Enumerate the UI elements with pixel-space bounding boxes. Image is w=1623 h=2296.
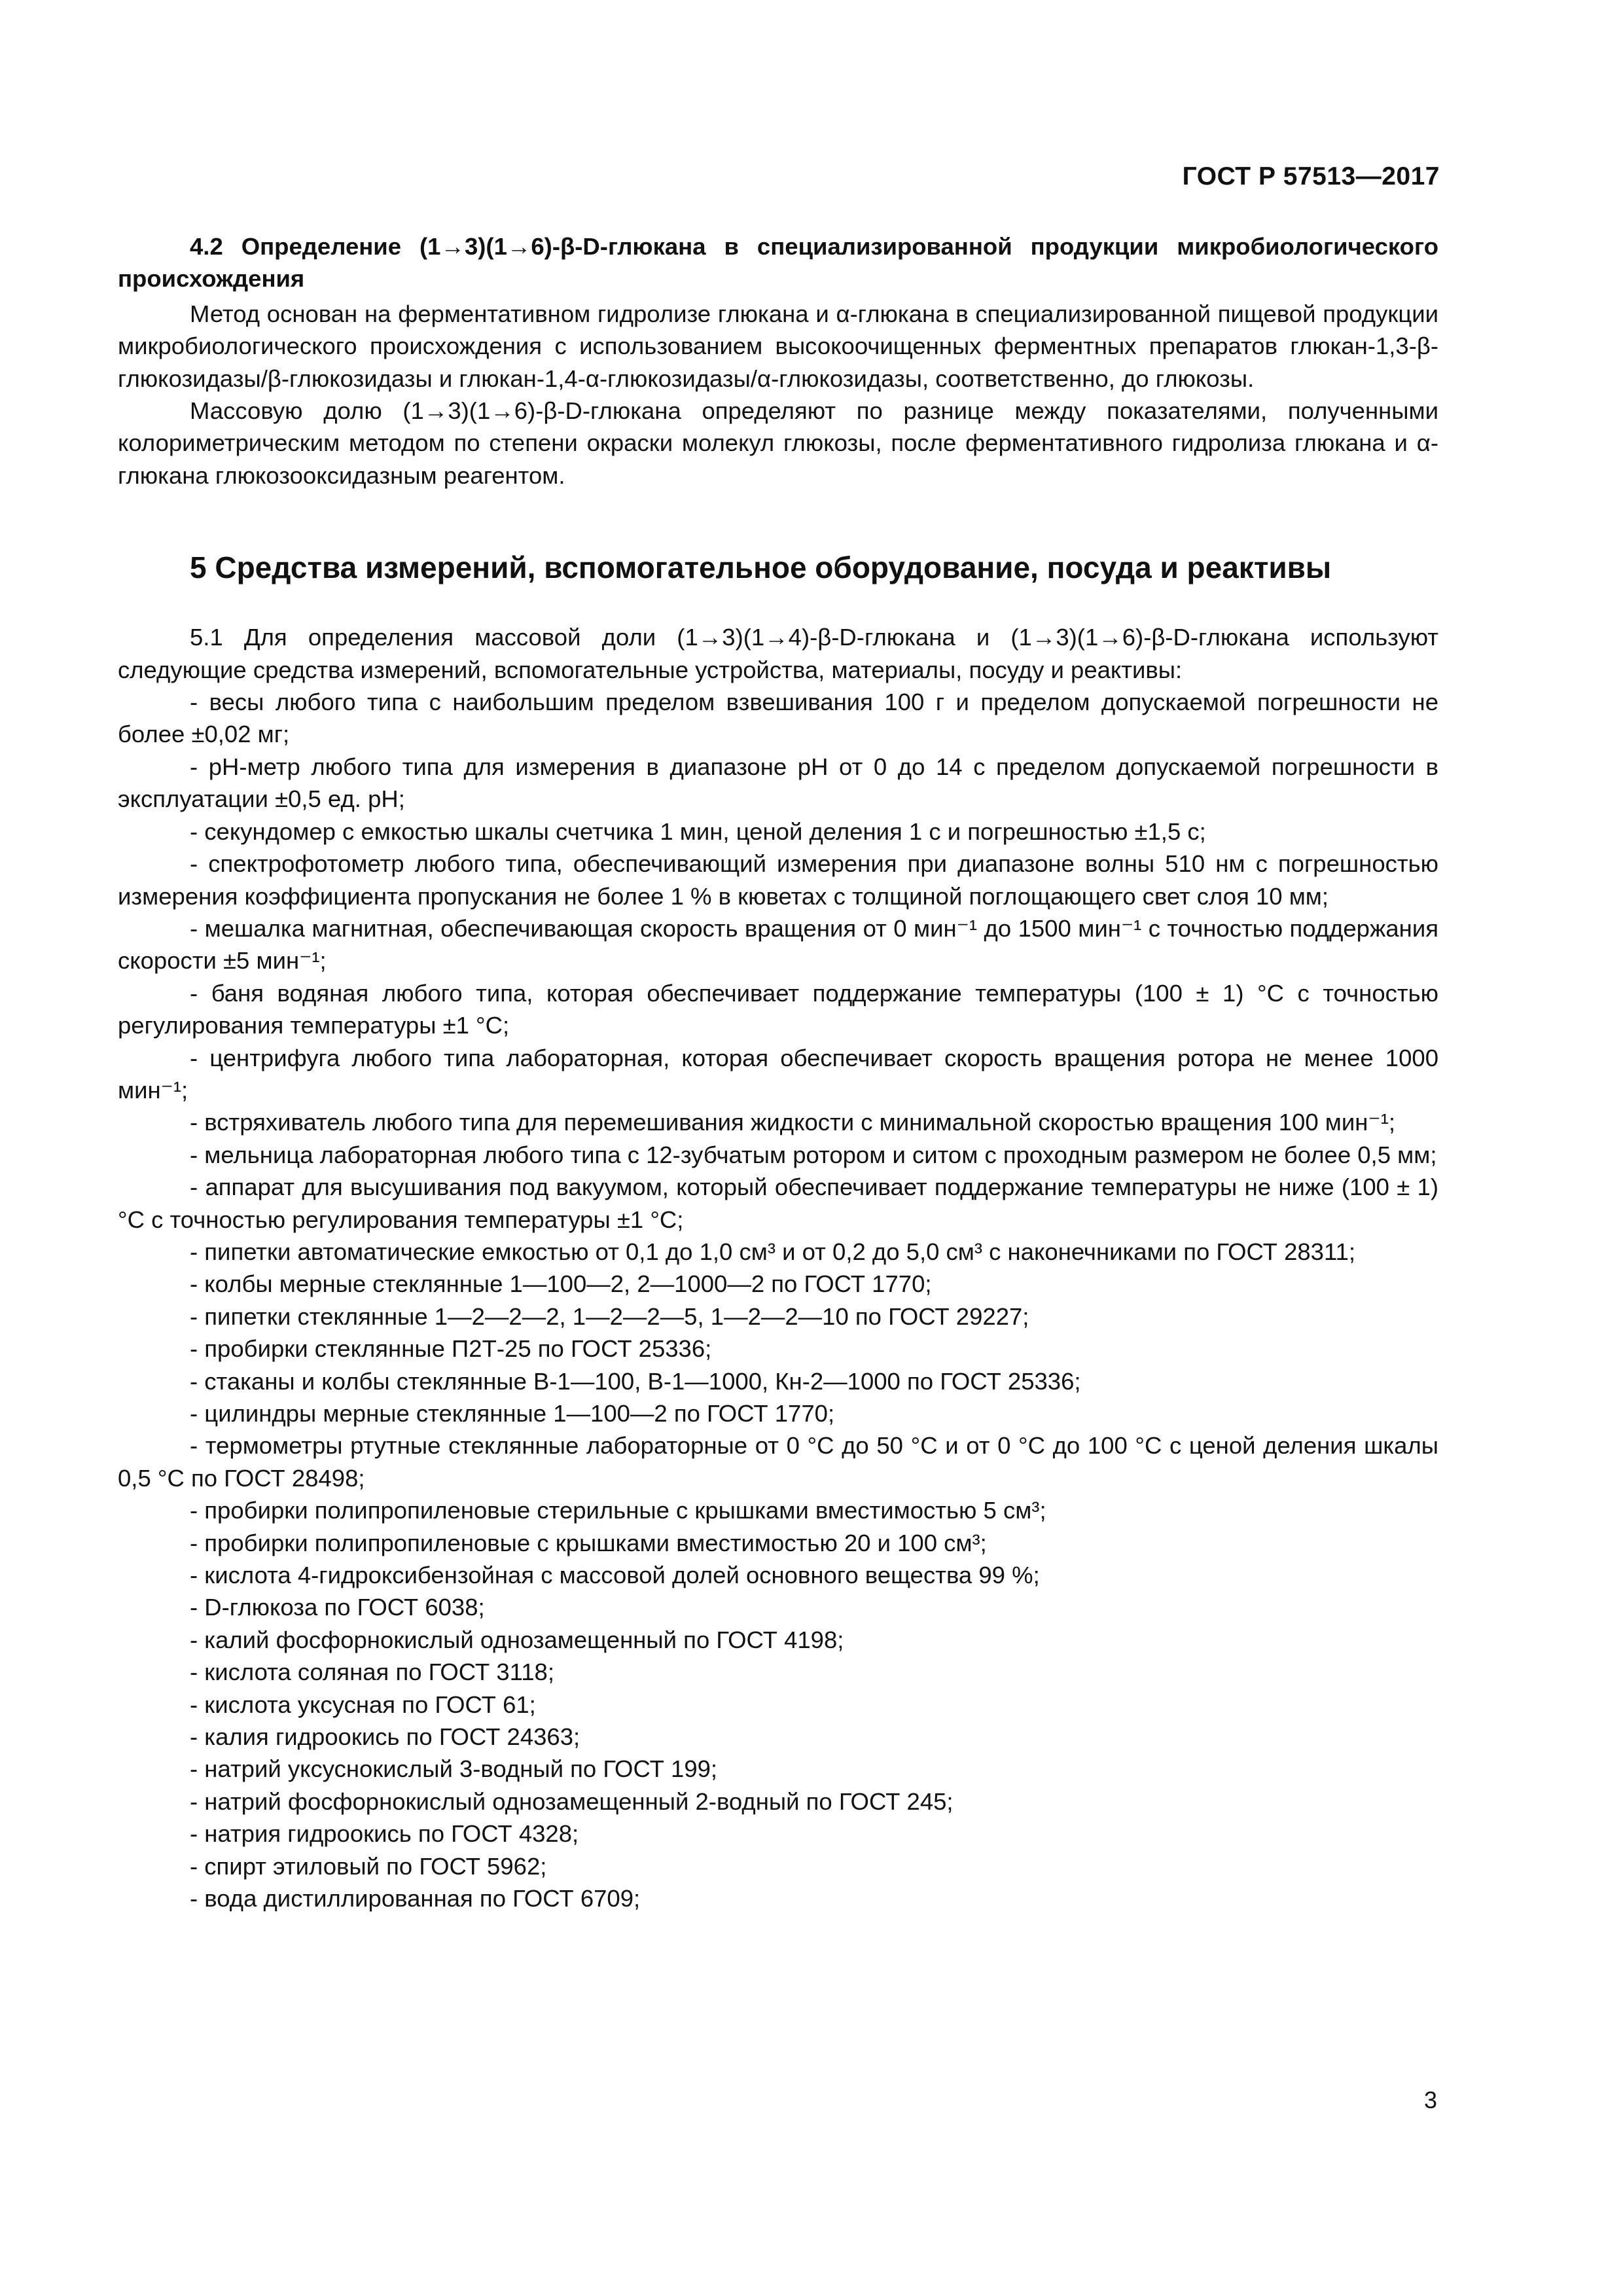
list-item: - пипетки автоматические емкостью от 0,1 до 1,0 см³ и от 0,2 до 5,0 см³ с наконечниками по ГОСТ 28311;: [190, 1238, 1356, 1265]
subsection-4-2-title: 4.2 Определение (1→3)(1→6)-β-D-глюкана в специализированной продукции микробиологического происхождения: [118, 233, 1438, 293]
list-item: - D-глюкоза по ГОСТ 6038;: [190, 1594, 485, 1621]
list-item: - спирт этиловый по ГОСТ 5962;: [190, 1852, 547, 1880]
list-item: - пробирки полипропиленовые стерильные с крышками вместимостью 5 см³;: [190, 1497, 1046, 1524]
list-item: - мельница лабораторная любого типа с 12-зубчатым ротором и ситом с проходным размером не более 0,5 мм;: [190, 1141, 1437, 1168]
page-content: [118, 230, 1438, 1915]
page-number: 3: [1423, 2087, 1437, 2113]
list-item: - рН-метр любого типа для измерения в диапазоне рН от 0 до 14 с пределом допускаемой погрешности в эксплуатации ±0,5 ед. рН;: [118, 753, 1438, 813]
subsection-4-2-paragraph: Массовую долю (1→3)(1→6)-β-D-глюкана определяют по разнице между показателями, полученными колориметрическим методом по степени окраски молекул глюкозы, после ферментативного гидролиза глюкана и α-глюкана глюкозооксидазным реагентом.: [118, 397, 1438, 489]
list-item: - натрий уксуснокислый 3-водный по ГОСТ 199;: [190, 1755, 718, 1783]
list-item: - кислота соляная по ГОСТ 3118;: [190, 1659, 554, 1686]
subsection-4-2-paragraph: Метод основан на ферментативном гидролизе глюкана и α-глюкана в специализированной пищевой продукции микробиологического происхождения с использованием высокоочищенных ферментных препаратов глюкан-1,3-β-глюкозидазы/β-глюкозидазы и глюкан-1,4-α-глюкозидазы/α-глюкозидазы, соответственно, до глюкозы.: [118, 300, 1438, 392]
section-5-title: 5 Средства измерений, вспомогательное оборудование, посуда и реактивы: [190, 550, 1332, 585]
list-item: - пипетки стеклянные 1—2—2—2, 1—2—2—5, 1—2—2—10 по ГОСТ 29227;: [190, 1302, 1029, 1330]
list-item: - натрия гидроокись по ГОСТ 4328;: [190, 1820, 579, 1848]
list-item: - цилиндры мерные стеклянные 1—100—2 по ГОСТ 1770;: [190, 1400, 835, 1427]
list-item: - натрий фосфорнокислый однозамещенный 2-водный по ГОСТ 245;: [190, 1787, 954, 1815]
list-item: - колбы мерные стеклянные 1—100—2, 2—1000—2 по ГОСТ 1770;: [190, 1270, 932, 1298]
list-item: - мешалка магнитная, обеспечивающая скорость вращения от 0 мин⁻¹ до 1500 мин⁻¹ с точностью поддержания скорости ±5 мин⁻¹;: [118, 914, 1438, 975]
list-item: - спектрофотометр любого типа, обеспечивающий измерения при диапазоне волны 510 нм с погрешностью измерения коэффициента пропускания не более 1 % в кюветах с толщиной поглощающего свет слоя 10 мм;: [118, 850, 1438, 910]
list-item: - вода дистиллированная по ГОСТ 6709;: [190, 1885, 641, 1912]
list-item: - кислота уксусная по ГОСТ 61;: [190, 1691, 536, 1718]
list-item: - калий фосфорнокислый однозамещенный по ГОСТ 4198;: [190, 1626, 844, 1653]
list-item: - калия гидроокись по ГОСТ 24363;: [190, 1723, 580, 1751]
list-item: - секундомер с емкостью шкалы счетчика 1 мин, ценой деления 1 с и погрешностью ±1,5 с;: [190, 817, 1206, 845]
list-item: - баня водяная любого типа, которая обеспечивает поддержание температуры (100 ± 1) °С с точностью регулирования температуры ±1 °С;: [118, 979, 1438, 1039]
equipment-list: [118, 686, 1438, 1914]
document-code: ГОСТ Р 57513—2017: [1182, 162, 1440, 190]
list-item: - термометры ртутные стеклянные лабораторные от 0 °С до 50 °С и от 0 °С до 100 °С с ценой деления шкалы 0,5 °С по ГОСТ 28498;: [118, 1432, 1438, 1492]
list-item: - стаканы и колбы стеклянные В-1—100, В-1—1000, Кн-2—1000 по ГОСТ 25336;: [190, 1367, 1081, 1395]
list-item: - встряхиватель любого типа для перемешивания жидкости с минимальной скоростью вращения 100 мин⁻¹;: [190, 1109, 1395, 1136]
section-5-1-intro: 5.1 Для определения массовой доли (1→3)(1→4)-β-D-глюкана и (1→3)(1→6)-β-D-глюкана используют следующие средства измерений, вспомогательные устройства, материалы, посуду и реактивы:: [118, 624, 1438, 683]
list-item: - пробирки стеклянные П2Т-25 по ГОСТ 25336;: [190, 1335, 712, 1363]
list-item: - центрифуга любого типа лабораторная, которая обеспечивает скорость вращения ротора не менее 1000 мин⁻¹;: [118, 1044, 1438, 1103]
list-item: - пробирки полипропиленовые с крышками вместимостью 20 и 100 см³;: [190, 1529, 987, 1556]
list-item: - весы любого типа с наибольшим пределом взвешивания 100 г и пределом допускаемой погрешности не более ±0,02 мг;: [118, 689, 1438, 748]
list-item: - аппарат для высушивания под вакуумом, который обеспечивает поддержание температуры не ниже (100 ± 1) °С с точностью регулирования температуры ±1 °С;: [118, 1174, 1438, 1233]
list-item: - кислота 4-гидроксибензойная с массовой долей основного вещества 99 %;: [190, 1562, 1040, 1589]
